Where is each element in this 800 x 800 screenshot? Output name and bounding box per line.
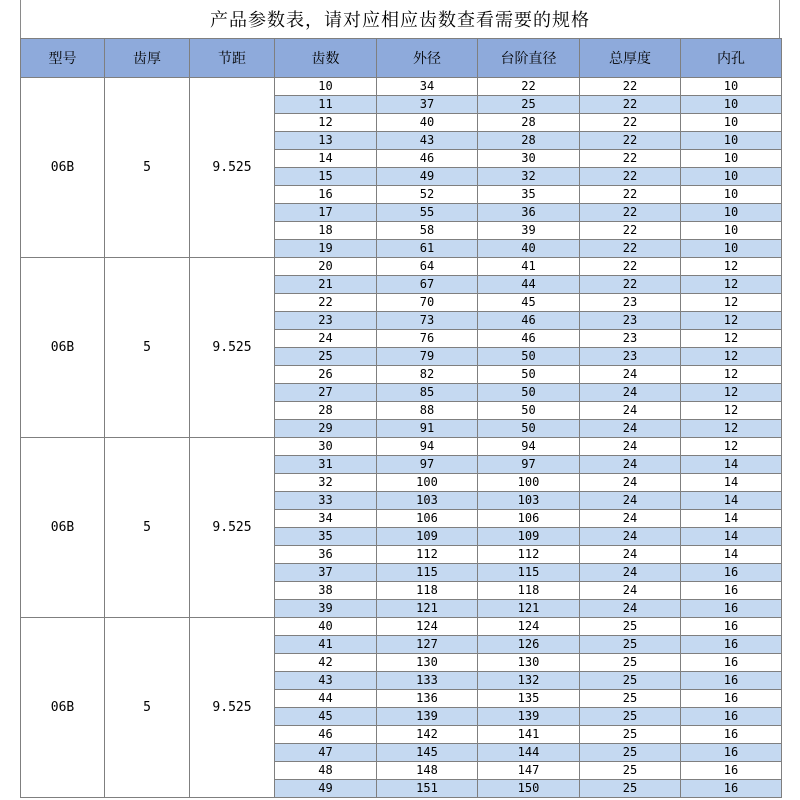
teeth-cell: 12 — [275, 114, 377, 132]
step-diameter-cell: 44 — [478, 276, 580, 294]
teeth-cell: 14 — [275, 150, 377, 168]
bore-cell: 12 — [681, 294, 782, 312]
pitch-cell: 9.525 — [190, 618, 275, 798]
table-row — [21, 618, 782, 636]
bore-cell: 12 — [681, 366, 782, 384]
table-row — [21, 78, 782, 96]
bore-cell: 12 — [681, 348, 782, 366]
total-thickness-cell: 23 — [580, 330, 681, 348]
total-thickness-cell: 25 — [580, 636, 681, 654]
teeth-cell: 21 — [275, 276, 377, 294]
total-thickness-cell: 24 — [580, 474, 681, 492]
bore-cell: 14 — [681, 510, 782, 528]
outer-diameter-cell: 112 — [377, 546, 478, 564]
bore-cell: 10 — [681, 78, 782, 96]
step-diameter-cell: 94 — [478, 438, 580, 456]
outer-diameter-cell: 109 — [377, 528, 478, 546]
step-diameter-cell: 40 — [478, 240, 580, 258]
bore-cell: 16 — [681, 762, 782, 780]
outer-diameter-cell: 49 — [377, 168, 478, 186]
bore-cell: 16 — [681, 564, 782, 582]
bore-cell: 16 — [681, 690, 782, 708]
step-diameter-cell: 100 — [478, 474, 580, 492]
total-thickness-cell: 22 — [580, 150, 681, 168]
total-thickness-cell: 23 — [580, 348, 681, 366]
outer-diameter-cell: 37 — [377, 96, 478, 114]
step-diameter-cell: 147 — [478, 762, 580, 780]
step-diameter-cell: 97 — [478, 456, 580, 474]
teeth-cell: 48 — [275, 762, 377, 780]
step-diameter-cell: 141 — [478, 726, 580, 744]
bore-cell: 16 — [681, 708, 782, 726]
total-thickness-cell: 22 — [580, 96, 681, 114]
bore-cell: 12 — [681, 420, 782, 438]
step-diameter-cell: 50 — [478, 420, 580, 438]
teeth-cell: 31 — [275, 456, 377, 474]
step-diameter-cell: 112 — [478, 546, 580, 564]
bore-cell: 10 — [681, 168, 782, 186]
table-row — [21, 438, 782, 456]
bore-cell: 12 — [681, 384, 782, 402]
header-outer-diameter: 外径 — [377, 39, 478, 78]
outer-diameter-cell: 145 — [377, 744, 478, 762]
total-thickness-cell: 22 — [580, 222, 681, 240]
teeth-cell: 23 — [275, 312, 377, 330]
step-diameter-cell: 41 — [478, 258, 580, 276]
outer-diameter-cell: 97 — [377, 456, 478, 474]
bore-cell: 10 — [681, 150, 782, 168]
header-model: 型号 — [21, 39, 105, 78]
outer-diameter-cell: 85 — [377, 384, 478, 402]
total-thickness-cell: 22 — [580, 132, 681, 150]
thickness-cell: 5 — [105, 258, 190, 438]
teeth-cell: 36 — [275, 546, 377, 564]
header-step-diameter: 台阶直径 — [478, 39, 580, 78]
total-thickness-cell: 25 — [580, 726, 681, 744]
bore-cell: 16 — [681, 780, 782, 798]
bore-cell: 12 — [681, 258, 782, 276]
outer-diameter-cell: 64 — [377, 258, 478, 276]
step-diameter-cell: 139 — [478, 708, 580, 726]
outer-diameter-cell: 88 — [377, 402, 478, 420]
teeth-cell: 44 — [275, 690, 377, 708]
pitch-cell: 9.525 — [190, 258, 275, 438]
table-row — [21, 258, 782, 276]
outer-diameter-cell: 133 — [377, 672, 478, 690]
step-diameter-cell: 106 — [478, 510, 580, 528]
bore-cell: 14 — [681, 474, 782, 492]
teeth-cell: 10 — [275, 78, 377, 96]
bore-cell: 16 — [681, 582, 782, 600]
outer-diameter-cell: 130 — [377, 654, 478, 672]
bore-cell: 12 — [681, 276, 782, 294]
step-diameter-cell: 130 — [478, 654, 580, 672]
teeth-cell: 34 — [275, 510, 377, 528]
total-thickness-cell: 22 — [580, 168, 681, 186]
total-thickness-cell: 22 — [580, 114, 681, 132]
step-diameter-cell: 46 — [478, 330, 580, 348]
teeth-cell: 43 — [275, 672, 377, 690]
step-diameter-cell: 30 — [478, 150, 580, 168]
total-thickness-cell: 25 — [580, 762, 681, 780]
total-thickness-cell: 25 — [580, 708, 681, 726]
step-diameter-cell: 109 — [478, 528, 580, 546]
bore-cell: 10 — [681, 222, 782, 240]
total-thickness-cell: 24 — [580, 402, 681, 420]
step-diameter-cell: 50 — [478, 366, 580, 384]
step-diameter-cell: 32 — [478, 168, 580, 186]
bore-cell: 16 — [681, 600, 782, 618]
step-diameter-cell: 45 — [478, 294, 580, 312]
outer-diameter-cell: 151 — [377, 780, 478, 798]
total-thickness-cell: 25 — [580, 780, 681, 798]
total-thickness-cell: 25 — [580, 618, 681, 636]
bore-cell: 10 — [681, 240, 782, 258]
model-cell: 06B — [21, 78, 105, 258]
outer-diameter-cell: 139 — [377, 708, 478, 726]
total-thickness-cell: 23 — [580, 294, 681, 312]
header-pitch: 节距 — [190, 39, 275, 78]
bore-cell: 16 — [681, 654, 782, 672]
teeth-cell: 38 — [275, 582, 377, 600]
teeth-cell: 46 — [275, 726, 377, 744]
teeth-cell: 11 — [275, 96, 377, 114]
bore-cell: 10 — [681, 96, 782, 114]
bore-cell: 16 — [681, 636, 782, 654]
bore-cell: 16 — [681, 726, 782, 744]
header-teeth: 齿数 — [275, 39, 377, 78]
total-thickness-cell: 24 — [580, 582, 681, 600]
step-diameter-cell: 124 — [478, 618, 580, 636]
bore-cell: 14 — [681, 492, 782, 510]
step-diameter-cell: 22 — [478, 78, 580, 96]
header-total-thickness: 总厚度 — [580, 39, 681, 78]
teeth-cell: 28 — [275, 402, 377, 420]
total-thickness-cell: 22 — [580, 186, 681, 204]
spec-table — [20, 38, 782, 798]
outer-diameter-cell: 142 — [377, 726, 478, 744]
bore-cell: 16 — [681, 672, 782, 690]
header-bore: 内孔 — [681, 39, 782, 78]
outer-diameter-cell: 40 — [377, 114, 478, 132]
total-thickness-cell: 25 — [580, 654, 681, 672]
bore-cell: 12 — [681, 438, 782, 456]
teeth-cell: 20 — [275, 258, 377, 276]
header-tooth-thickness: 齿厚 — [105, 39, 190, 78]
bore-cell: 10 — [681, 132, 782, 150]
teeth-cell: 40 — [275, 618, 377, 636]
teeth-cell: 29 — [275, 420, 377, 438]
step-diameter-cell: 50 — [478, 384, 580, 402]
step-diameter-cell: 126 — [478, 636, 580, 654]
outer-diameter-cell: 118 — [377, 582, 478, 600]
teeth-cell: 33 — [275, 492, 377, 510]
total-thickness-cell: 24 — [580, 492, 681, 510]
total-thickness-cell: 22 — [580, 258, 681, 276]
pitch-cell: 9.525 — [190, 78, 275, 258]
teeth-cell: 39 — [275, 600, 377, 618]
teeth-cell: 30 — [275, 438, 377, 456]
teeth-cell: 25 — [275, 348, 377, 366]
step-diameter-cell: 144 — [478, 744, 580, 762]
total-thickness-cell: 24 — [580, 384, 681, 402]
total-thickness-cell: 22 — [580, 78, 681, 96]
step-diameter-cell: 115 — [478, 564, 580, 582]
bore-cell: 14 — [681, 528, 782, 546]
outer-diameter-cell: 58 — [377, 222, 478, 240]
step-diameter-cell: 36 — [478, 204, 580, 222]
teeth-cell: 19 — [275, 240, 377, 258]
outer-diameter-cell: 34 — [377, 78, 478, 96]
outer-diameter-cell: 43 — [377, 132, 478, 150]
outer-diameter-cell: 61 — [377, 240, 478, 258]
bore-cell: 14 — [681, 546, 782, 564]
teeth-cell: 24 — [275, 330, 377, 348]
outer-diameter-cell: 70 — [377, 294, 478, 312]
bore-cell: 10 — [681, 204, 782, 222]
teeth-cell: 27 — [275, 384, 377, 402]
outer-diameter-cell: 121 — [377, 600, 478, 618]
teeth-cell: 37 — [275, 564, 377, 582]
teeth-cell: 35 — [275, 528, 377, 546]
teeth-cell: 41 — [275, 636, 377, 654]
bore-cell: 10 — [681, 186, 782, 204]
thickness-cell: 5 — [105, 78, 190, 258]
outer-diameter-cell: 79 — [377, 348, 478, 366]
model-cell: 06B — [21, 618, 105, 798]
outer-diameter-cell: 136 — [377, 690, 478, 708]
outer-diameter-cell: 52 — [377, 186, 478, 204]
total-thickness-cell: 22 — [580, 204, 681, 222]
total-thickness-cell: 24 — [580, 528, 681, 546]
step-diameter-cell: 135 — [478, 690, 580, 708]
teeth-cell: 45 — [275, 708, 377, 726]
step-diameter-cell: 25 — [478, 96, 580, 114]
outer-diameter-cell: 46 — [377, 150, 478, 168]
thickness-cell: 5 — [105, 618, 190, 798]
teeth-cell: 17 — [275, 204, 377, 222]
teeth-cell: 42 — [275, 654, 377, 672]
teeth-cell: 47 — [275, 744, 377, 762]
step-diameter-cell: 35 — [478, 186, 580, 204]
outer-diameter-cell: 148 — [377, 762, 478, 780]
outer-diameter-cell: 67 — [377, 276, 478, 294]
step-diameter-cell: 28 — [478, 114, 580, 132]
total-thickness-cell: 25 — [580, 744, 681, 762]
model-cell: 06B — [21, 438, 105, 618]
teeth-cell: 15 — [275, 168, 377, 186]
outer-diameter-cell: 115 — [377, 564, 478, 582]
total-thickness-cell: 24 — [580, 546, 681, 564]
bore-cell: 14 — [681, 456, 782, 474]
bore-cell: 16 — [681, 618, 782, 636]
total-thickness-cell: 24 — [580, 366, 681, 384]
total-thickness-cell: 23 — [580, 312, 681, 330]
step-diameter-cell: 50 — [478, 402, 580, 420]
bore-cell: 12 — [681, 402, 782, 420]
bore-cell: 12 — [681, 330, 782, 348]
total-thickness-cell: 22 — [580, 276, 681, 294]
header-row — [21, 39, 782, 78]
outer-diameter-cell: 100 — [377, 474, 478, 492]
outer-diameter-cell: 106 — [377, 510, 478, 528]
step-diameter-cell: 39 — [478, 222, 580, 240]
step-diameter-cell: 103 — [478, 492, 580, 510]
thickness-cell: 5 — [105, 438, 190, 618]
step-diameter-cell: 28 — [478, 132, 580, 150]
total-thickness-cell: 25 — [580, 690, 681, 708]
step-diameter-cell: 46 — [478, 312, 580, 330]
outer-diameter-cell: 124 — [377, 618, 478, 636]
outer-diameter-cell: 103 — [377, 492, 478, 510]
teeth-cell: 16 — [275, 186, 377, 204]
bore-cell: 10 — [681, 114, 782, 132]
total-thickness-cell: 25 — [580, 672, 681, 690]
total-thickness-cell: 22 — [580, 240, 681, 258]
total-thickness-cell: 24 — [580, 600, 681, 618]
step-diameter-cell: 121 — [478, 600, 580, 618]
step-diameter-cell: 118 — [478, 582, 580, 600]
bore-cell: 12 — [681, 312, 782, 330]
total-thickness-cell: 24 — [580, 510, 681, 528]
model-cell: 06B — [21, 258, 105, 438]
page-title: 产品参数表，请对应相应齿数查看需要的规格 — [20, 0, 780, 38]
total-thickness-cell: 24 — [580, 456, 681, 474]
pitch-cell: 9.525 — [190, 438, 275, 618]
teeth-cell: 13 — [275, 132, 377, 150]
teeth-cell: 26 — [275, 366, 377, 384]
outer-diameter-cell: 91 — [377, 420, 478, 438]
total-thickness-cell: 24 — [580, 438, 681, 456]
step-diameter-cell: 132 — [478, 672, 580, 690]
teeth-cell: 18 — [275, 222, 377, 240]
outer-diameter-cell: 82 — [377, 366, 478, 384]
teeth-cell: 32 — [275, 474, 377, 492]
total-thickness-cell: 24 — [580, 420, 681, 438]
outer-diameter-cell: 94 — [377, 438, 478, 456]
outer-diameter-cell: 127 — [377, 636, 478, 654]
bore-cell: 16 — [681, 744, 782, 762]
total-thickness-cell: 24 — [580, 564, 681, 582]
teeth-cell: 49 — [275, 780, 377, 798]
outer-diameter-cell: 73 — [377, 312, 478, 330]
outer-diameter-cell: 55 — [377, 204, 478, 222]
teeth-cell: 22 — [275, 294, 377, 312]
outer-diameter-cell: 76 — [377, 330, 478, 348]
step-diameter-cell: 50 — [478, 348, 580, 366]
step-diameter-cell: 150 — [478, 780, 580, 798]
